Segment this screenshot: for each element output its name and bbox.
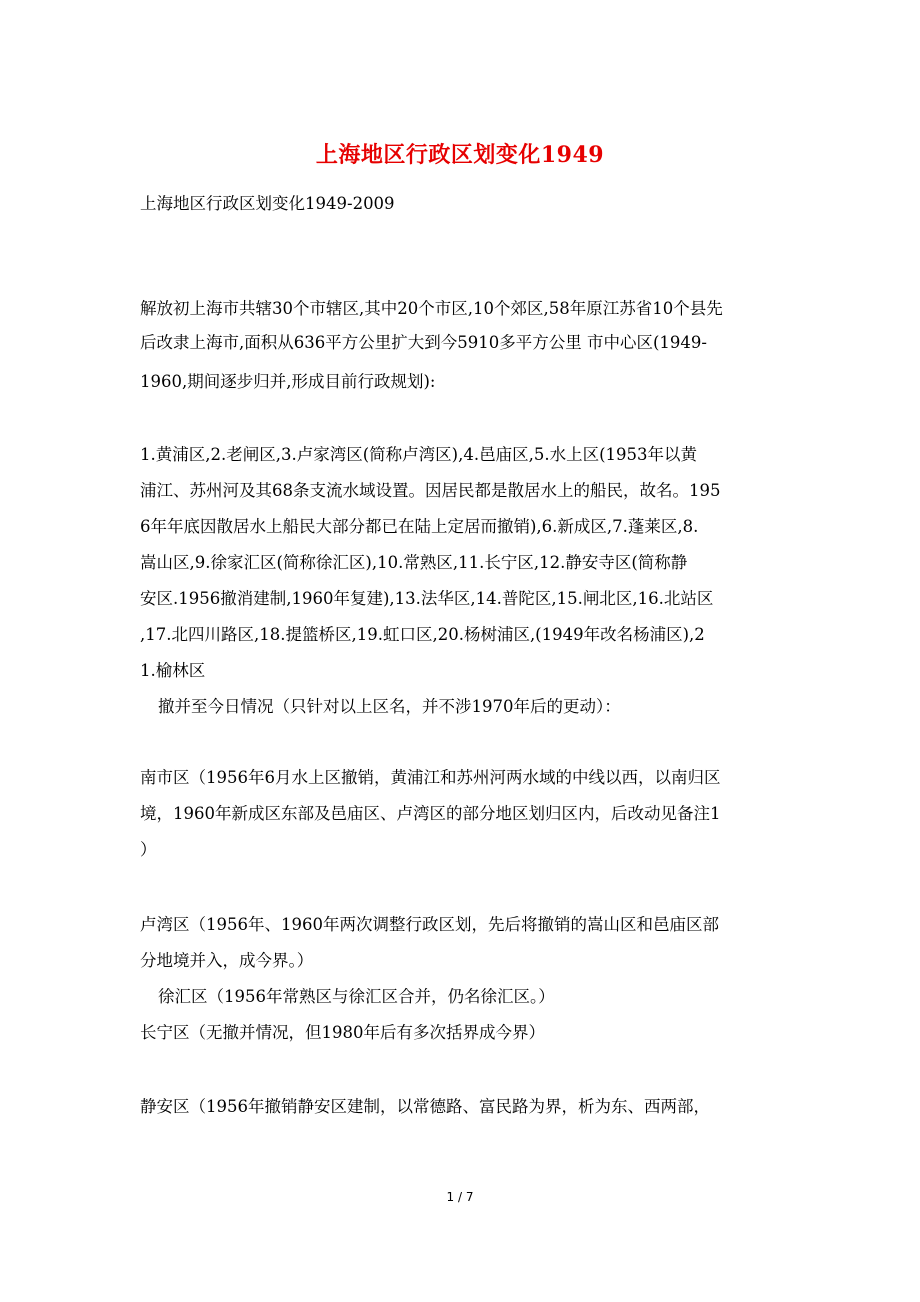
text-line: 撤并至今日情况（只针对以上区名，并不涉1970年后的更动）： <box>158 697 621 716</box>
text-line: 徐汇区（1956年常熟区与徐汇区合并，仍名徐汇区。） <box>158 987 555 1006</box>
document-subtitle: 上海地区行政区划变化1949-2009 <box>140 194 395 213</box>
text-line: 长宁区（无撤并情况，但1980年后有多次括界成今界） <box>140 1023 545 1042</box>
text-line: 6年年底因散居水上船民大部分都已在陆上定居而撤销),6.新成区,7.蓬莱区,8. <box>140 517 699 536</box>
text-line: 后改隶上海市,面积从636平方公里扩大到今5910多平方公里 市中心区(1949- <box>140 333 707 352</box>
text-line: 1960,期间逐步归并,形成目前行政规划): <box>140 372 436 391</box>
text-line: 1.黄浦区,2.老闸区,3.卢家湾区(简称卢湾区),4.邑庙区,5.水上区(1953年以黄 <box>140 445 697 464</box>
text-line: 浦江、苏州河及其68条支流水域设置。因居民都是散居水上的船民，故名。195 <box>140 481 721 500</box>
text-line: 安区.1956撤消建制,1960年复建),13.法华区,14.普陀区,15.闸北区,16.北站区 <box>140 589 714 608</box>
text-line: 分地境并入，成今界。） <box>140 951 314 970</box>
text-line: 静安区（1956年撤销静安区建制，以常德路、富民路为界，析为东、西两部， <box>140 1097 710 1116</box>
page-number: 1 / 7 <box>446 1190 474 1204</box>
text-line: ,17.北四川路区,18.提篮桥区,19.虹口区,20.杨树浦区,(1949年改名杨浦区),2 <box>140 625 705 644</box>
text-line: 解放初上海市共辖30个市辖区,其中20个市区,10个郊区,58年原江苏省10个县先 <box>140 299 723 318</box>
text-line: 1.榆林区 <box>140 661 206 680</box>
document-title: 上海地区行政区划变化1949 <box>315 142 605 168</box>
text-line: 境，1960年新成区东部及邑庙区、卢湾区的部分地区划归区内，后改动见备注1 <box>140 804 721 823</box>
text-line: ） <box>140 840 157 859</box>
text-line: 卢湾区（1956年、1960年两次调整行政区划，先后将撤销的嵩山区和邑庙区部 <box>140 915 719 934</box>
text-line: 南市区（1956年6月水上区撤销，黄浦江和苏州河两水域的中线以西，以南归区 <box>140 768 721 787</box>
text-line: 嵩山区,9.徐家汇区(简称徐汇区),10.常熟区,11.长宁区,12.静安寺区(简称静 <box>140 553 688 572</box>
